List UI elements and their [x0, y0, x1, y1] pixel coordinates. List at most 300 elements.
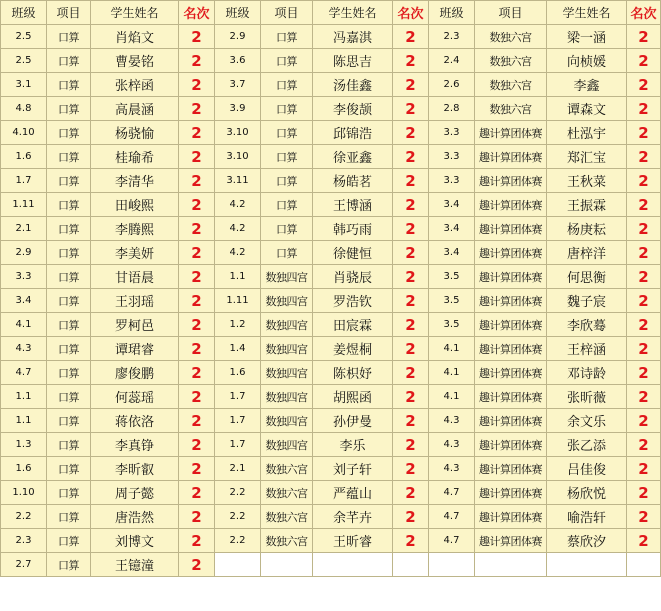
- table-row: [1, 217, 661, 241]
- item-cell[interactable]: 口算: [261, 169, 313, 193]
- class-cell[interactable]: 1.7: [215, 409, 261, 433]
- item-cell[interactable]: 数独四宫: [261, 433, 313, 457]
- rank-cell[interactable]: 2: [627, 25, 661, 49]
- rank-cell[interactable]: 2: [179, 145, 215, 169]
- rank-cell[interactable]: 2: [627, 217, 661, 241]
- class-cell[interactable]: 4.3: [429, 457, 475, 481]
- table-row: [1, 193, 661, 217]
- header-row: [1, 1, 661, 25]
- item-cell[interactable]: 趣计算团体赛: [475, 289, 547, 313]
- class-cell[interactable]: 2.2: [215, 505, 261, 529]
- header-class[interactable]: 班级: [429, 1, 475, 25]
- class-cell[interactable]: 3.10: [215, 145, 261, 169]
- student-name-cell[interactable]: 余文乐: [547, 409, 627, 433]
- item-cell[interactable]: 口算: [47, 481, 91, 505]
- header-class[interactable]: 班级: [215, 1, 261, 25]
- item-cell[interactable]: 数独六宫: [261, 481, 313, 505]
- rank-cell[interactable]: 2: [179, 241, 215, 265]
- rank-cell[interactable]: 2: [627, 145, 661, 169]
- class-cell[interactable]: 1.1: [1, 385, 47, 409]
- rank-cell[interactable]: 2: [393, 457, 429, 481]
- student-name-cell[interactable]: 李真铮: [91, 433, 179, 457]
- table-row: [1, 433, 661, 457]
- item-cell[interactable]: 口算: [261, 49, 313, 73]
- student-name-cell[interactable]: 陈枳妤: [313, 361, 393, 385]
- header-item[interactable]: 项目: [261, 1, 313, 25]
- student-name-cell[interactable]: 邓诗龄: [547, 361, 627, 385]
- table-row: [1, 25, 661, 49]
- rank-cell[interactable]: 2: [627, 73, 661, 97]
- student-name-cell[interactable]: 蒋依洛: [91, 409, 179, 433]
- rank-cell[interactable]: [393, 553, 429, 577]
- header-student-name[interactable]: 学生姓名: [547, 1, 627, 25]
- rank-cell[interactable]: 2: [179, 337, 215, 361]
- student-name-cell[interactable]: 王昕睿: [313, 529, 393, 553]
- student-name-cell[interactable]: 喻浩轩: [547, 505, 627, 529]
- rank-cell[interactable]: 2: [627, 337, 661, 361]
- class-cell[interactable]: 4.1: [429, 385, 475, 409]
- rank-cell[interactable]: 2: [179, 97, 215, 121]
- student-name-cell[interactable]: 严蕴山: [313, 481, 393, 505]
- item-cell[interactable]: 口算: [261, 73, 313, 97]
- item-cell[interactable]: 口算: [47, 385, 91, 409]
- rank-cell[interactable]: 2: [179, 289, 215, 313]
- student-name-cell[interactable]: 李鑫: [547, 73, 627, 97]
- class-cell[interactable]: 4.7: [1, 361, 47, 385]
- item-cell[interactable]: 数独四宫: [261, 409, 313, 433]
- student-name-cell[interactable]: 唐浩然: [91, 505, 179, 529]
- student-name-cell[interactable]: 汤佳鑫: [313, 73, 393, 97]
- header-item[interactable]: 项目: [475, 1, 547, 25]
- rank-cell[interactable]: 2: [627, 49, 661, 73]
- rank-cell[interactable]: 2: [179, 529, 215, 553]
- student-name-cell[interactable]: 郑汇宝: [547, 145, 627, 169]
- item-cell[interactable]: 数独六宫: [475, 73, 547, 97]
- class-cell[interactable]: 3.5: [429, 265, 475, 289]
- class-cell[interactable]: 2.8: [429, 97, 475, 121]
- item-cell[interactable]: 口算: [261, 193, 313, 217]
- class-cell[interactable]: 3.3: [429, 169, 475, 193]
- rank-cell[interactable]: 2: [179, 433, 215, 457]
- rank-cell[interactable]: 2: [393, 193, 429, 217]
- student-name-cell[interactable]: 谭森文: [547, 97, 627, 121]
- rank-cell[interactable]: 2: [179, 73, 215, 97]
- student-name-cell[interactable]: 韩巧雨: [313, 217, 393, 241]
- class-cell[interactable]: 1.1: [215, 265, 261, 289]
- student-name-cell[interactable]: 李乐: [313, 433, 393, 457]
- rank-cell[interactable]: 2: [627, 433, 661, 457]
- class-cell[interactable]: 2.1: [215, 457, 261, 481]
- student-name-cell[interactable]: 杨骁愉: [91, 121, 179, 145]
- class-cell[interactable]: [215, 553, 261, 577]
- class-cell[interactable]: 3.3: [1, 265, 47, 289]
- student-name-cell[interactable]: 李俊颉: [313, 97, 393, 121]
- student-name-cell[interactable]: 胡熙函: [313, 385, 393, 409]
- student-name-cell[interactable]: 肖骁辰: [313, 265, 393, 289]
- item-cell[interactable]: 趣计算团体赛: [475, 505, 547, 529]
- class-cell[interactable]: 3.10: [215, 121, 261, 145]
- rank-cell[interactable]: 2: [179, 505, 215, 529]
- class-cell[interactable]: 2.4: [429, 49, 475, 73]
- student-name-cell[interactable]: 何思衡: [547, 265, 627, 289]
- rank-cell[interactable]: 2: [393, 433, 429, 457]
- student-name-cell[interactable]: 王梓涵: [547, 337, 627, 361]
- rank-cell[interactable]: 2: [393, 25, 429, 49]
- item-cell[interactable]: 数独六宫: [475, 97, 547, 121]
- student-name-cell[interactable]: 徐亚鑫: [313, 145, 393, 169]
- table-row: [1, 49, 661, 73]
- rank-cell[interactable]: 2: [179, 457, 215, 481]
- item-cell[interactable]: 趣计算团体赛: [475, 169, 547, 193]
- rank-cell[interactable]: 2: [393, 97, 429, 121]
- class-cell[interactable]: 2.5: [1, 25, 47, 49]
- student-name-cell[interactable]: 张梓函: [91, 73, 179, 97]
- item-cell[interactable]: 口算: [261, 97, 313, 121]
- student-name-cell[interactable]: 曹晏铭: [91, 49, 179, 73]
- class-cell[interactable]: 4.3: [429, 433, 475, 457]
- item-cell[interactable]: 口算: [47, 121, 91, 145]
- class-cell[interactable]: 1.10: [1, 481, 47, 505]
- rank-cell[interactable]: 2: [179, 121, 215, 145]
- student-name-cell[interactable]: 罗柯邑: [91, 313, 179, 337]
- class-cell[interactable]: 1.6: [1, 457, 47, 481]
- student-name-cell[interactable]: 肖焰文: [91, 25, 179, 49]
- student-name-cell[interactable]: 杜泓宇: [547, 121, 627, 145]
- rank-cell[interactable]: 2: [179, 25, 215, 49]
- item-cell[interactable]: 趣计算团体赛: [475, 409, 547, 433]
- class-cell[interactable]: 3.7: [215, 73, 261, 97]
- item-cell[interactable]: 口算: [47, 337, 91, 361]
- class-cell[interactable]: 4.1: [429, 337, 475, 361]
- student-name-cell[interactable]: 张昕薇: [547, 385, 627, 409]
- rank-cell[interactable]: 2: [179, 169, 215, 193]
- class-cell[interactable]: 2.2: [215, 481, 261, 505]
- student-name-cell[interactable]: 李欣蓦: [547, 313, 627, 337]
- rank-cell[interactable]: 2: [627, 505, 661, 529]
- class-cell[interactable]: 3.4: [429, 193, 475, 217]
- student-name-cell[interactable]: 王镱潼: [91, 553, 179, 577]
- item-cell[interactable]: 数独四宫: [261, 313, 313, 337]
- class-cell[interactable]: 4.2: [215, 193, 261, 217]
- item-cell[interactable]: 趣计算团体赛: [475, 433, 547, 457]
- class-cell[interactable]: 2.3: [1, 529, 47, 553]
- item-cell[interactable]: 趣计算团体赛: [475, 193, 547, 217]
- item-cell[interactable]: 口算: [47, 433, 91, 457]
- rank-cell[interactable]: 2: [179, 217, 215, 241]
- rank-cell[interactable]: 2: [393, 265, 429, 289]
- class-cell[interactable]: 1.7: [215, 385, 261, 409]
- student-name-cell[interactable]: 刘子轩: [313, 457, 393, 481]
- item-cell[interactable]: 口算: [47, 529, 91, 553]
- class-cell[interactable]: 4.1: [1, 313, 47, 337]
- class-cell[interactable]: 3.11: [215, 169, 261, 193]
- class-cell[interactable]: 3.3: [429, 121, 475, 145]
- rank-cell[interactable]: 2: [393, 409, 429, 433]
- rank-cell[interactable]: 2: [627, 289, 661, 313]
- rank-cell[interactable]: 2: [179, 313, 215, 337]
- rank-cell[interactable]: 2: [393, 505, 429, 529]
- class-cell[interactable]: 4.1: [429, 361, 475, 385]
- header-student-name[interactable]: 学生姓名: [313, 1, 393, 25]
- item-cell[interactable]: [475, 553, 547, 577]
- item-cell[interactable]: 口算: [47, 49, 91, 73]
- item-cell[interactable]: 数独四宫: [261, 265, 313, 289]
- class-cell[interactable]: 4.10: [1, 121, 47, 145]
- rank-cell[interactable]: 2: [393, 529, 429, 553]
- item-cell[interactable]: 数独四宫: [261, 289, 313, 313]
- student-name-cell[interactable]: 姜煜桐: [313, 337, 393, 361]
- header-student-name[interactable]: 学生姓名: [91, 1, 179, 25]
- rank-cell[interactable]: 2: [393, 121, 429, 145]
- class-cell[interactable]: 1.6: [1, 145, 47, 169]
- rank-cell[interactable]: 2: [393, 361, 429, 385]
- student-name-cell[interactable]: 李腾熙: [91, 217, 179, 241]
- class-cell[interactable]: 3.9: [215, 97, 261, 121]
- item-cell[interactable]: 数独六宫: [261, 505, 313, 529]
- item-cell[interactable]: 口算: [261, 25, 313, 49]
- item-cell[interactable]: 趣计算团体赛: [475, 529, 547, 553]
- student-name-cell[interactable]: 谭珺睿: [91, 337, 179, 361]
- item-cell[interactable]: 趣计算团体赛: [475, 241, 547, 265]
- item-cell[interactable]: 口算: [47, 145, 91, 169]
- item-cell[interactable]: 口算: [47, 409, 91, 433]
- class-cell[interactable]: 3.4: [429, 217, 475, 241]
- rank-cell[interactable]: 2: [393, 169, 429, 193]
- rank-cell[interactable]: 2: [627, 361, 661, 385]
- rank-cell[interactable]: 2: [179, 265, 215, 289]
- student-name-cell[interactable]: 孙伊曼: [313, 409, 393, 433]
- student-name-cell[interactable]: 张乙添: [547, 433, 627, 457]
- student-name-cell[interactable]: 邱锦浩: [313, 121, 393, 145]
- item-cell[interactable]: 口算: [47, 265, 91, 289]
- rank-cell[interactable]: 2: [393, 289, 429, 313]
- student-name-cell[interactable]: 余芊卉: [313, 505, 393, 529]
- student-name-cell[interactable]: 甘语晨: [91, 265, 179, 289]
- student-name-cell[interactable]: 冯嘉淇: [313, 25, 393, 49]
- item-cell[interactable]: 趣计算团体赛: [475, 313, 547, 337]
- student-name-cell[interactable]: 魏子宸: [547, 289, 627, 313]
- table-row: [1, 241, 661, 265]
- student-name-cell[interactable]: 王振霖: [547, 193, 627, 217]
- student-name-cell[interactable]: 廖俊鹏: [91, 361, 179, 385]
- table-row: [1, 529, 661, 553]
- rank-cell[interactable]: 2: [627, 409, 661, 433]
- rank-cell[interactable]: 2: [393, 337, 429, 361]
- student-name-cell[interactable]: [547, 553, 627, 577]
- rank-cell[interactable]: 2: [179, 409, 215, 433]
- student-name-cell[interactable]: 杨皓茗: [313, 169, 393, 193]
- class-cell[interactable]: 4.2: [215, 217, 261, 241]
- table-row: [1, 313, 661, 337]
- rank-cell[interactable]: 2: [179, 385, 215, 409]
- rank-cell[interactable]: 2: [393, 385, 429, 409]
- class-cell[interactable]: 4.7: [429, 505, 475, 529]
- rank-cell[interactable]: 2: [627, 457, 661, 481]
- item-cell[interactable]: 口算: [47, 361, 91, 385]
- class-cell[interactable]: 3.1: [1, 73, 47, 97]
- class-cell[interactable]: 2.9: [1, 241, 47, 265]
- class-cell[interactable]: 1.11: [215, 289, 261, 313]
- item-cell[interactable]: 口算: [47, 289, 91, 313]
- rank-cell[interactable]: 2: [179, 481, 215, 505]
- student-name-cell[interactable]: 桂瑜希: [91, 145, 179, 169]
- item-cell[interactable]: 口算: [47, 73, 91, 97]
- item-cell[interactable]: 趣计算团体赛: [475, 265, 547, 289]
- item-cell[interactable]: 趣计算团体赛: [475, 121, 547, 145]
- item-cell[interactable]: 数独四宫: [261, 337, 313, 361]
- class-cell[interactable]: 1.7: [1, 169, 47, 193]
- student-name-cell[interactable]: [313, 553, 393, 577]
- student-name-cell[interactable]: 唐梓洋: [547, 241, 627, 265]
- student-name-cell[interactable]: 周子懿: [91, 481, 179, 505]
- rank-cell[interactable]: [627, 553, 661, 577]
- rank-cell[interactable]: 2: [627, 313, 661, 337]
- student-name-cell[interactable]: 罗浩钦: [313, 289, 393, 313]
- class-cell[interactable]: 2.3: [429, 25, 475, 49]
- class-cell[interactable]: 2.2: [1, 505, 47, 529]
- header-rank[interactable]: 名次: [627, 1, 661, 25]
- student-name-cell[interactable]: 王秋菜: [547, 169, 627, 193]
- student-name-cell[interactable]: 王博涵: [313, 193, 393, 217]
- item-cell[interactable]: 口算: [47, 241, 91, 265]
- class-cell[interactable]: 1.6: [215, 361, 261, 385]
- item-cell[interactable]: 数独四宫: [261, 385, 313, 409]
- class-cell[interactable]: 2.5: [1, 49, 47, 73]
- rank-cell[interactable]: 2: [393, 241, 429, 265]
- class-cell[interactable]: 3.5: [429, 313, 475, 337]
- class-cell[interactable]: 2.7: [1, 553, 47, 577]
- rank-cell[interactable]: 2: [393, 73, 429, 97]
- item-cell[interactable]: 数独六宫: [475, 25, 547, 49]
- class-cell[interactable]: 4.2: [215, 241, 261, 265]
- rank-cell[interactable]: 2: [179, 553, 215, 577]
- student-name-cell[interactable]: 向桢媛: [547, 49, 627, 73]
- item-cell[interactable]: 口算: [261, 121, 313, 145]
- rank-cell[interactable]: 2: [627, 193, 661, 217]
- item-cell[interactable]: 数独六宫: [475, 49, 547, 73]
- rank-cell[interactable]: 2: [627, 97, 661, 121]
- class-cell[interactable]: 1.7: [215, 433, 261, 457]
- item-cell[interactable]: 数独六宫: [261, 457, 313, 481]
- student-name-cell[interactable]: 何蕊瑶: [91, 385, 179, 409]
- header-item[interactable]: 项目: [47, 1, 91, 25]
- item-cell[interactable]: 口算: [47, 25, 91, 49]
- student-name-cell[interactable]: 王羽瑶: [91, 289, 179, 313]
- student-name-cell[interactable]: 田宸霖: [313, 313, 393, 337]
- item-cell[interactable]: 口算: [47, 505, 91, 529]
- item-cell[interactable]: 数独四宫: [261, 361, 313, 385]
- class-cell[interactable]: 1.4: [215, 337, 261, 361]
- item-cell[interactable]: 数独六宫: [261, 529, 313, 553]
- class-cell[interactable]: 3.6: [215, 49, 261, 73]
- item-cell[interactable]: 口算: [261, 145, 313, 169]
- rank-cell[interactable]: 2: [627, 529, 661, 553]
- table-row: [1, 481, 661, 505]
- table-row: [1, 337, 661, 361]
- rank-cell[interactable]: 2: [393, 49, 429, 73]
- student-name-cell[interactable]: 田峻熙: [91, 193, 179, 217]
- student-name-cell[interactable]: 刘博文: [91, 529, 179, 553]
- class-cell[interactable]: 4.3: [429, 409, 475, 433]
- rank-cell[interactable]: 2: [627, 241, 661, 265]
- student-name-cell[interactable]: 李昕叡: [91, 457, 179, 481]
- class-cell[interactable]: 1.3: [1, 433, 47, 457]
- rank-cell[interactable]: 2: [627, 169, 661, 193]
- class-cell[interactable]: 4.7: [429, 481, 475, 505]
- rank-cell[interactable]: 2: [393, 313, 429, 337]
- class-cell[interactable]: 1.1: [1, 409, 47, 433]
- item-cell[interactable]: 口算: [47, 553, 91, 577]
- header-rank[interactable]: 名次: [393, 1, 429, 25]
- item-cell[interactable]: 趣计算团体赛: [475, 217, 547, 241]
- item-cell[interactable]: [261, 553, 313, 577]
- item-cell[interactable]: 口算: [261, 217, 313, 241]
- item-cell[interactable]: 趣计算团体赛: [475, 337, 547, 361]
- header-class[interactable]: 班级: [1, 1, 47, 25]
- class-cell[interactable]: 4.8: [1, 97, 47, 121]
- item-cell[interactable]: 口算: [47, 217, 91, 241]
- student-name-cell[interactable]: 高晨涵: [91, 97, 179, 121]
- header-rank[interactable]: 名次: [179, 1, 215, 25]
- student-name-cell[interactable]: 杨欣悦: [547, 481, 627, 505]
- class-cell[interactable]: 2.2: [215, 529, 261, 553]
- rank-cell[interactable]: 2: [179, 193, 215, 217]
- rank-cell[interactable]: 2: [627, 265, 661, 289]
- rank-cell[interactable]: 2: [393, 145, 429, 169]
- item-cell[interactable]: 口算: [47, 169, 91, 193]
- student-name-cell[interactable]: 徐健恒: [313, 241, 393, 265]
- item-cell[interactable]: 趣计算团体赛: [475, 481, 547, 505]
- rank-cell[interactable]: 2: [393, 481, 429, 505]
- class-cell[interactable]: 3.4: [1, 289, 47, 313]
- rank-cell[interactable]: 2: [179, 49, 215, 73]
- item-cell[interactable]: 口算: [47, 193, 91, 217]
- student-name-cell[interactable]: 陈思吉: [313, 49, 393, 73]
- student-name-cell[interactable]: 杨庚耘: [547, 217, 627, 241]
- item-cell[interactable]: 口算: [47, 97, 91, 121]
- class-cell[interactable]: 2.9: [215, 25, 261, 49]
- item-cell[interactable]: 趣计算团体赛: [475, 145, 547, 169]
- class-cell[interactable]: 1.2: [215, 313, 261, 337]
- student-name-cell[interactable]: 李美妍: [91, 241, 179, 265]
- student-name-cell[interactable]: 李清华: [91, 169, 179, 193]
- rank-cell[interactable]: 2: [179, 361, 215, 385]
- student-name-cell[interactable]: 吕佳俊: [547, 457, 627, 481]
- class-cell[interactable]: 3.3: [429, 145, 475, 169]
- item-cell[interactable]: 口算: [47, 313, 91, 337]
- rank-cell[interactable]: 2: [627, 481, 661, 505]
- item-cell[interactable]: 口算: [47, 457, 91, 481]
- item-cell[interactable]: 趣计算团体赛: [475, 457, 547, 481]
- class-cell[interactable]: 3.4: [429, 241, 475, 265]
- table-row: [1, 145, 661, 169]
- class-cell[interactable]: 2.6: [429, 73, 475, 97]
- class-cell[interactable]: 4.7: [429, 529, 475, 553]
- rank-cell[interactable]: 2: [627, 121, 661, 145]
- rank-cell[interactable]: 2: [627, 385, 661, 409]
- rank-cell[interactable]: 2: [393, 217, 429, 241]
- item-cell[interactable]: 口算: [261, 241, 313, 265]
- item-cell[interactable]: 趣计算团体赛: [475, 361, 547, 385]
- class-cell[interactable]: 2.1: [1, 217, 47, 241]
- class-cell[interactable]: 1.11: [1, 193, 47, 217]
- student-name-cell[interactable]: 梁一涵: [547, 25, 627, 49]
- student-name-cell[interactable]: 蔡欣汐: [547, 529, 627, 553]
- item-cell[interactable]: 趣计算团体赛: [475, 385, 547, 409]
- class-cell[interactable]: [429, 553, 475, 577]
- class-cell[interactable]: 4.3: [1, 337, 47, 361]
- class-cell[interactable]: 3.5: [429, 289, 475, 313]
